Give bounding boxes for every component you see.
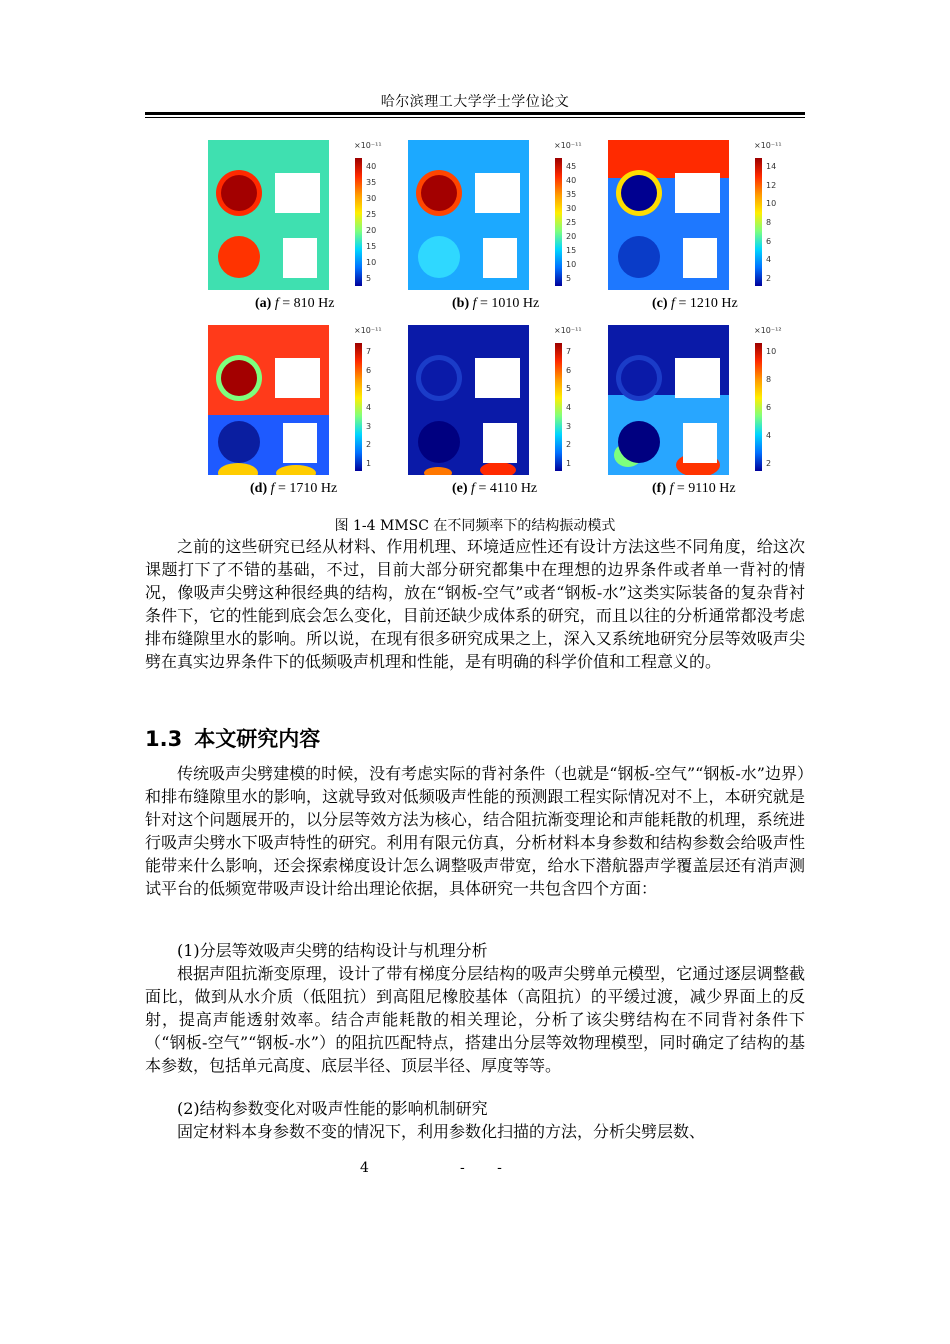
colorbar-tick: 15	[366, 242, 377, 251]
lower-inclusion	[683, 423, 717, 463]
colorbar-tick: 8	[766, 218, 772, 227]
upper-inclusion	[675, 358, 720, 398]
colorbar-tick: 7	[366, 347, 372, 356]
upper-inclusion	[475, 358, 520, 398]
header-rule-thick	[145, 112, 805, 115]
field-plot	[408, 325, 529, 475]
section-heading	[145, 723, 320, 753]
colorbar-tick: 40	[566, 176, 577, 185]
colorbar-exponent: ×10⁻¹¹	[354, 326, 382, 335]
colorbar-tick: 20	[566, 232, 577, 241]
colorbar-tick: 6	[766, 236, 772, 246]
colorbar-tick: 15	[566, 246, 577, 255]
colorbar-tick: 10	[366, 258, 377, 267]
lower-disk	[418, 236, 460, 278]
colorbar-tick: 20	[366, 226, 377, 235]
subfigure-letter: (e)	[452, 481, 468, 496]
figure-caption: 图 1-4 MMSC 在不同频率下的结构振动模式	[334, 518, 616, 534]
colorbar-tick: 14	[766, 162, 777, 171]
field-plot	[208, 325, 329, 475]
hot-region	[608, 140, 729, 178]
colorbar-exponent: ×10⁻¹¹	[754, 141, 782, 150]
frequency-value: = 1210 Hz	[678, 296, 738, 311]
figure-panel-b	[408, 140, 598, 305]
figure-panel-f	[608, 325, 798, 490]
footer-marks: - -	[460, 1160, 516, 1176]
upper-inclusion	[275, 173, 320, 213]
paragraph-4: 固定材料本身参数不变的情况下，利用参数化扫描的方法，分析尖劈层数、	[177, 1122, 706, 1141]
colorbar-tick: 1	[566, 459, 572, 468]
subfigure-label	[452, 481, 537, 497]
colorbar-tick: 10	[766, 347, 777, 356]
subfigure-label	[255, 296, 334, 312]
frequency-symbol: f	[271, 296, 283, 311]
subfigure-label	[452, 296, 539, 312]
lower-disk	[218, 421, 260, 463]
subfigure-letter: (a)	[255, 296, 272, 311]
colorbar-tick: 6	[566, 365, 572, 375]
colorbar-tick: 4	[766, 431, 772, 440]
frequency-value: = 810 Hz	[282, 296, 335, 311]
colorbar-tick: 1	[366, 459, 372, 468]
ring-core	[621, 175, 657, 211]
subfigure-letter: (c)	[652, 296, 668, 311]
frequency-value: = 1010 Hz	[480, 296, 540, 311]
colorbar	[355, 158, 362, 286]
section-title: 本文研究内容	[194, 727, 321, 751]
colorbar-tick: 35	[366, 178, 377, 187]
colorbar-tick: 10	[766, 199, 777, 209]
ring-core	[621, 360, 657, 396]
subfigure-label	[250, 481, 337, 497]
colorbar	[555, 343, 562, 471]
upper-inclusion	[275, 358, 320, 398]
colorbar-tick: 30	[566, 204, 577, 213]
subfigure-letter: (f)	[652, 481, 666, 496]
frequency-symbol: f	[469, 296, 481, 311]
lower-disk	[218, 236, 260, 278]
frequency-value: = 9110 Hz	[676, 481, 736, 496]
colorbar-tick: 2	[366, 440, 372, 450]
frequency-value: = 4110 Hz	[478, 481, 538, 496]
upper-inclusion	[675, 173, 720, 213]
lower-disk	[618, 421, 660, 463]
lower-inclusion	[283, 238, 317, 278]
colorbar-tick: 3	[366, 421, 372, 431]
colorbar	[555, 158, 562, 286]
field-plot	[208, 140, 329, 290]
lower-inclusion	[483, 238, 517, 278]
colorbar-exponent: ×10⁻¹¹	[354, 141, 382, 150]
ring-core	[421, 175, 457, 211]
colorbar	[355, 343, 362, 471]
frequency-symbol: f	[666, 481, 677, 496]
frequency-value: = 1710 Hz	[278, 481, 338, 496]
colorbar-tick: 3	[566, 421, 572, 431]
paragraph-3: 根据声阻抗渐变原理，设计了带有梯度分层结构的吸声尖劈单元模型，它通过逐层调整截面比，做到从水介质（低阻抗）到高阻尼橡胶基体（高阻抗）的平缓过渡，减少界面上的反射，提高声能透射效率。结合声能耗散的相关理论，分析了该尖劈结构在不同背衬条件下（“钢板-空气”“钢板-水”）的阻抗匹配特点，搭建出分层等效物理模型，同时确定了结构的基本参数，包括单元高度、底层半径、顶层半径、厚度等等。	[145, 964, 805, 1075]
lower-disk	[618, 236, 660, 278]
colorbar-tick: 6	[766, 403, 772, 412]
colorbar-tick: 45	[566, 162, 577, 171]
colorbar-tick: 30	[366, 194, 377, 203]
colorbar-tick: 5	[366, 274, 372, 283]
lower-inclusion	[483, 423, 517, 463]
subfigure-label	[652, 481, 736, 497]
subfigure-label	[652, 296, 738, 312]
colorbar-tick: 2	[766, 459, 772, 468]
frequency-symbol: f	[667, 296, 679, 311]
colorbar-tick: 4	[366, 403, 372, 412]
colorbar-tick: 4	[766, 255, 772, 265]
field-plot	[608, 140, 729, 290]
header-rule-thin	[145, 117, 805, 118]
header-title: 哈尔滨理工大学学士学位论文	[380, 94, 570, 110]
colorbar-tick: 25	[566, 218, 577, 227]
list-item-1: (1)分层等效吸声尖劈的结构设计与机理分析	[177, 941, 488, 960]
colorbar-tick: 5	[366, 384, 372, 394]
list-item-2: (2)结构参数变化对吸声性能的影响机制研究	[177, 1099, 488, 1118]
colorbar	[755, 158, 762, 286]
paragraph-1: 之前的这些研究已经从材料、作用机理、环境适应性还有设计方法这些不同角度，给这次课题打下了不错的基础，不过，目前大部分研究都集中在理想的边界条件或者单一背衬的情况，像吸声尖劈这种很经典的结构，放在“钢板-空气”或者“钢板-水”这类实际装备的复杂背衬条件下，它的性能到底会怎么变化，目前还缺少成体系的研究，而且以往的分析通常都没考虑排布缝隙里水的影响。所以说，在现有很多研究成果之上，深入又系统地研究分层等效吸声尖劈在真实边界条件下的低频吸声机理和性能，是有明确的科学价值和工程意义的。	[145, 537, 805, 671]
colorbar-tick: 4	[566, 403, 572, 412]
colorbar-exponent: ×10⁻¹¹	[554, 326, 582, 335]
paragraph-2: 传统吸声尖劈建模的时候，没有考虑实际的背衬条件（也就是“钢板-空气”“钢板-水”边界）和排布缝隙里水的影响，这就导致对低频吸声性能的预测跟工程实际情况对不上，本研究就是针对这个问题展开的，以分层等效方法为核心，结合阻抗渐变理论和声能耗散的机理，系统进行吸声尖劈水下吸声特性的研究。利用有限元仿真，分析材料本身参数和结构参数会给吸声性能带来什么影响，还会探索梯度设计怎么调整吸声带宽，给水下潜航器声学覆盖层还有消声测试平台的低频宽带吸声设计给出理论依据，具体研究一共包含四个方面：	[145, 764, 805, 898]
colorbar-tick: 40	[366, 162, 377, 171]
colorbar-tick: 2	[766, 274, 772, 283]
colorbar-exponent: ×10⁻¹¹	[554, 141, 582, 150]
lower-inclusion	[683, 238, 717, 278]
field-plot	[608, 325, 729, 475]
section-number: 1.3	[145, 727, 183, 751]
colorbar-tick: 7	[566, 347, 572, 356]
colorbar-tick: 35	[566, 190, 577, 199]
figure-panel-d	[208, 325, 398, 490]
colorbar	[755, 343, 762, 471]
lower-inclusion	[283, 423, 317, 463]
subfigure-letter: (d)	[250, 481, 268, 496]
page-number: 4	[360, 1160, 369, 1176]
colorbar-tick: 10	[566, 260, 577, 269]
colorbar-tick: 25	[366, 210, 377, 219]
figure-panel-e	[408, 325, 598, 490]
frequency-symbol: f	[467, 481, 479, 496]
colorbar-tick: 5	[566, 274, 572, 283]
colorbar-tick: 8	[766, 375, 772, 384]
colorbar-tick: 5	[566, 384, 572, 394]
lower-disk	[418, 421, 460, 463]
figure-panel-c	[608, 140, 798, 305]
subfigure-letter: (b)	[452, 296, 470, 311]
colorbar-tick: 2	[566, 440, 572, 450]
figure-panel-a	[208, 140, 398, 305]
ring-core	[421, 360, 457, 396]
colorbar-tick: 6	[366, 365, 372, 375]
colorbar-tick: 12	[766, 180, 777, 190]
field-plot	[408, 140, 529, 290]
colorbar-exponent: ×10⁻¹²	[754, 326, 782, 335]
ring-core	[221, 360, 257, 396]
ring-core	[221, 175, 257, 211]
upper-inclusion	[475, 173, 520, 213]
frequency-symbol: f	[267, 481, 279, 496]
